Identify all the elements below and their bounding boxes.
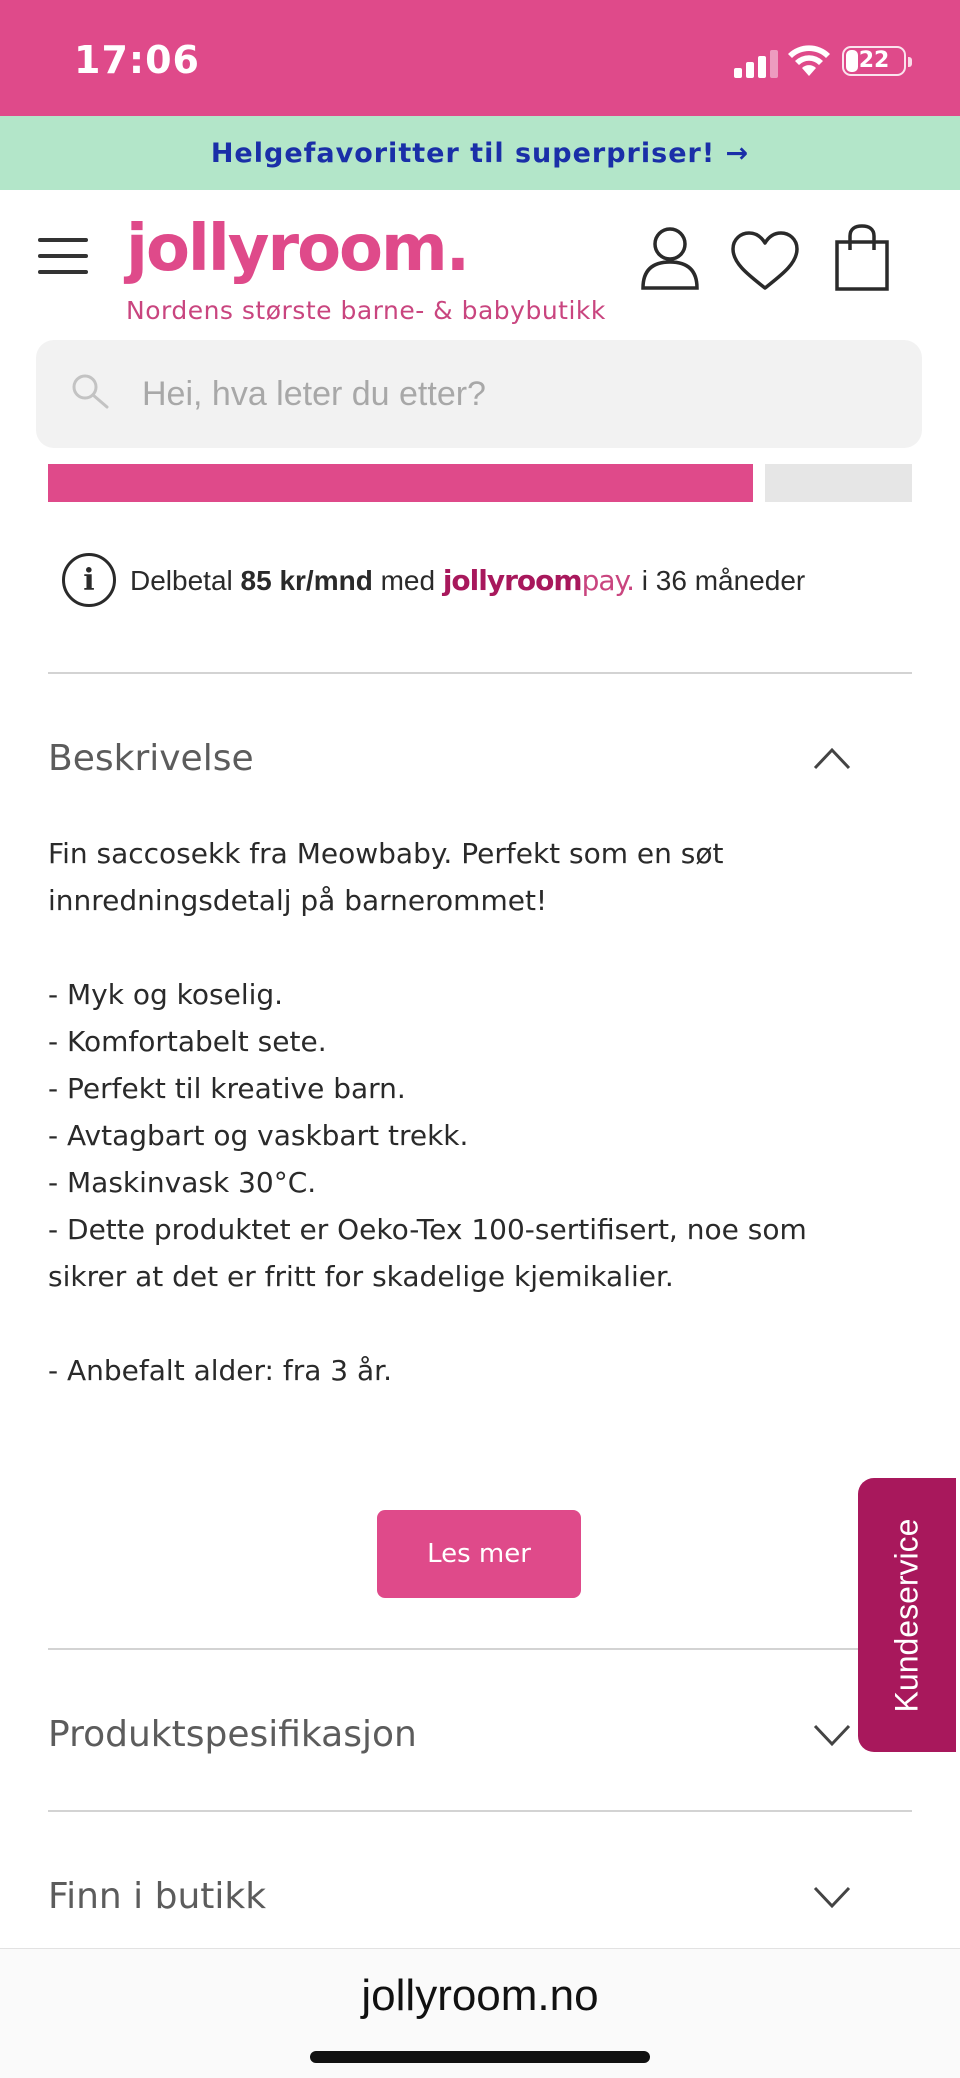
financing-text [130,564,805,597]
chevron-down-icon [812,1716,852,1752]
description-line: - Anbefalt alder: fra 3 år. [48,1354,393,1387]
jollyroompay-logo-main: jollyroom [442,563,582,597]
accordion-description-title: Beskrivelse [48,737,254,779]
status-time: 17:06 [74,38,200,82]
accordion-store-header[interactable] [48,1856,912,1936]
description-text [48,830,868,1394]
search-bar [36,340,922,448]
jollyroompay-logo [443,564,634,597]
bag-icon[interactable] [834,224,890,292]
battery-percentage: 22 [858,48,890,73]
description-line: - Komfortabelt sete. [48,1025,327,1058]
financing-info [62,552,805,608]
menu-icon-bar [38,254,88,258]
menu-button[interactable] [38,238,88,274]
image-carousel-progress [48,464,912,502]
heart-icon[interactable] [730,230,800,292]
wifi-icon [788,44,830,78]
battery-icon [842,46,906,76]
site-header [0,190,960,340]
account-icon[interactable] [640,226,700,290]
signal-icon [734,50,778,78]
financing-amount: 85 kr/mnd [240,564,373,596]
url-text: jollyroom.no [361,1971,599,2020]
progress-fill [48,464,753,502]
description-line: - Dette produktet er Oeko-Tex 100-sertifisert, noe som [48,1213,807,1246]
info-icon[interactable]: i [62,553,116,607]
tagline: Nordens største barne- & babybutikk [126,296,606,325]
promo-banner[interactable] [0,116,960,190]
accordion-description-header[interactable] [48,718,912,798]
menu-icon [38,238,88,242]
chevron-down-icon [812,1878,852,1914]
description-line: - Maskinvask 30°C. [48,1166,317,1199]
description-line: innredningsdetalj på barnerommet! [48,884,548,917]
accordion-specs-header[interactable] [48,1694,912,1774]
promo-text: Helgefavoritter til superpriser! → [210,137,750,169]
divider [48,672,912,674]
description-line [48,924,868,971]
description-line: Fin saccosekk fra Meowbaby. Perfekt som en søt [48,837,724,870]
customer-service-tab[interactable] [858,1478,956,1752]
read-more-button[interactable]: Les mer [377,1510,581,1598]
description-line: - Avtagbart og vaskbart trekk. [48,1119,469,1152]
jollyroompay-logo-pay: pay. [581,563,634,597]
financing-prefix: Delbetal [130,564,233,596]
menu-icon-bar [38,270,88,274]
financing-middle: med [380,564,436,596]
chevron-up-icon [812,740,852,776]
status-bar [0,0,960,116]
search-icon [70,372,110,412]
financing-suffix: i 36 måneder [641,564,806,596]
progress-remaining [765,464,912,502]
browser-url-bar[interactable] [0,1948,960,2078]
accordion-specs-title: Produktspesifikasjon [48,1713,417,1755]
search-input[interactable] [142,340,882,448]
description-line: - Perfekt til kreative barn. [48,1072,406,1105]
description-line: sikrer at det er fritt for skadelige kjemikalier. [48,1260,674,1293]
accordion-store-title: Finn i butikk [48,1875,267,1917]
divider [48,1810,912,1812]
home-indicator[interactable] [310,2051,650,2063]
logo[interactable]: jollyroom. [126,212,468,286]
divider [48,1648,912,1650]
description-line [48,1300,868,1347]
description-line: - Myk og koselig. [48,978,284,1011]
customer-service-label: Kundeservice [888,1518,925,1712]
battery-cap [908,57,912,67]
